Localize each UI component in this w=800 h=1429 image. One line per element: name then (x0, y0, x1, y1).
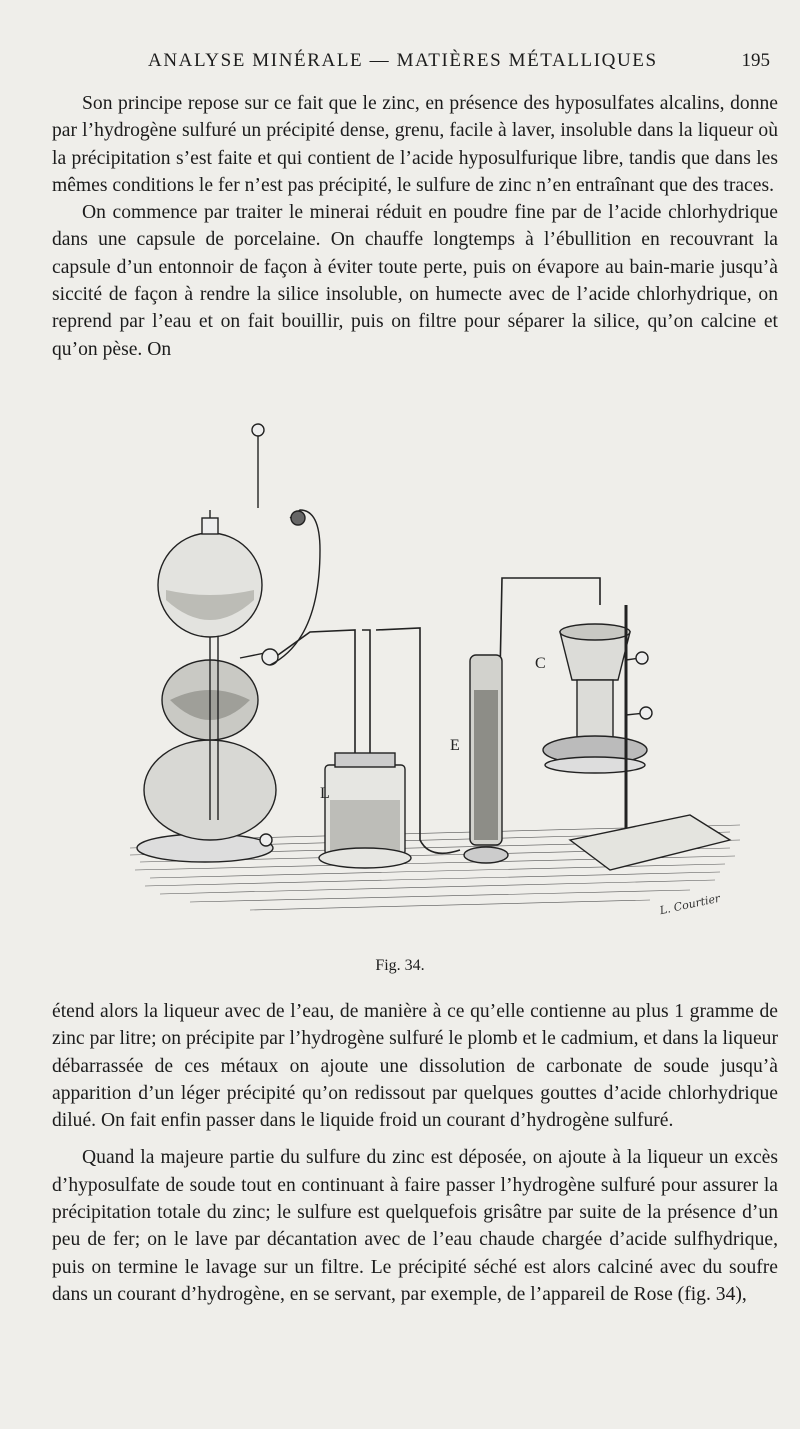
page-header (52, 48, 772, 78)
label-c: C (535, 655, 546, 672)
rose-crucible-c (543, 605, 730, 870)
paragraph: étend alors la liqueur avec de l’eau, de manière à ce qu’elle contienne au plus 1 gramme de zinc par litre; on précipite par l’hydrogène sulfuré le plomb et le cadmium, et dans la liqueur débarrassée de ces métaux on ajoute une dissolution de carbonate de soude jusqu’à apparition d’un léger précipité qu’on redissout par quelques gouttes d’acide chlorhydrique dilué. On fait enfin passer dans le liquide froid un courant d’hydrogène sulfuré. (52, 1001, 778, 1132)
label-e: E (450, 737, 460, 754)
apparatus-illustration (130, 400, 750, 930)
paragraph: Son principe repose sur ce fait que le zinc, en présence des hyposulfates alcalins, donne par l’hydrogène sulfuré un précipité dense, grenu, facile à laver, insoluble dans la liqueur où la précipitation s’est faite et qui contient de l’acide hyposulfurique libre, tandis que dans les mêmes conditions le fer n’est pas précipité, le sulfure de zinc n’en entraînant que des traces. (52, 93, 778, 196)
running-title: ANALYSE MINÉRALE — MATIÈRES MÉTALLIQUES (148, 50, 658, 71)
text-block-bottom (52, 998, 778, 1308)
figure-caption: Fig. 34. (375, 957, 425, 974)
text-block-top (52, 90, 778, 363)
figure-apparatus (130, 400, 750, 930)
label-l: L (320, 785, 330, 802)
page-number: 195 (741, 50, 770, 71)
drying-tube-e (464, 655, 508, 863)
paragraph: On commence par traiter le minerai réduit en poudre fine par de l’acide chlorhydrique dans une capsule de porcelaine. On chauffe longtemps à l’ébullition en recouvrant la capsule d’un entonnoir de façon à éviter toute perte, puis on évapore au bain-marie jusqu’à siccité de façon à rendre la silice insoluble, on humecte avec de l’acide chlorhydrique, on reprend par l’eau et on fait bouillir, puis on filtre pour séparer la silice, qu’on calcine et qu’on pèse. On (52, 202, 778, 360)
engraver-signature: L. Courtier (658, 891, 722, 918)
wash-bottle-l (319, 753, 411, 868)
kipp-generator (137, 424, 320, 862)
paragraph: Quand la majeure partie du sulfure du zinc est déposée, on ajoute à la liqueur un excès d’hyposulfate de soude tout en continuant à faire passer l’hydrogène sulfuré pour assurer la précipitation totale du zinc; le sulfure est quelquefois grisâtre par suite de la présence d’un peu de fer; on le lave par décantation avec de l’eau chaude chargée d’acide sulfhydrique, puis on termine le lavage sur un filtre. Le précipité séché est alors calciné avec du soufre dans un courant d’hydrogène, en se servant, par exemple, de l’appareil de Rose (fig. 34), (52, 1147, 778, 1305)
